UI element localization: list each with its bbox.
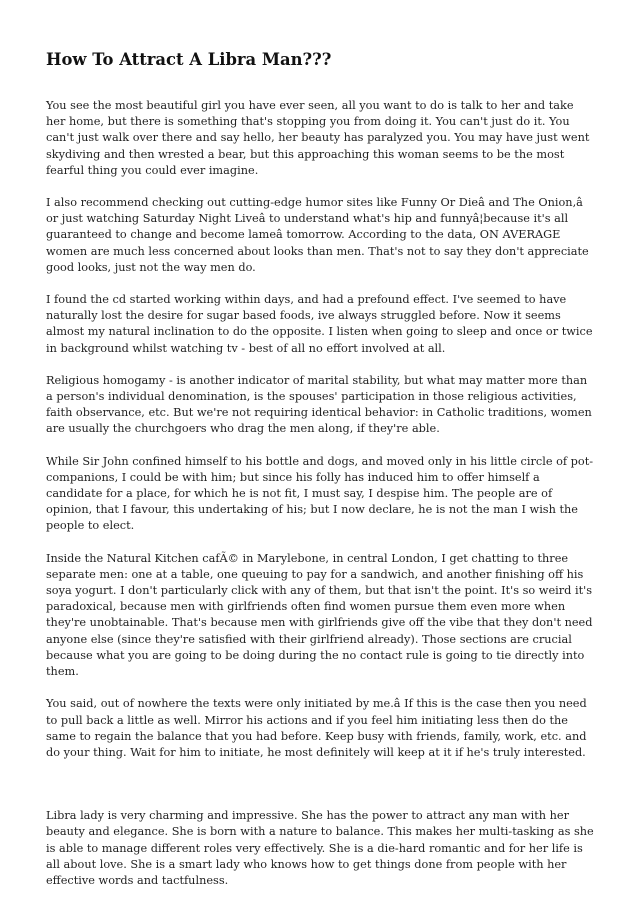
paragraph: I found the cd started working within days, and had a prefound effect. I've seemed to have naturally lost the desire for sugar based foods, ive always struggled before. Now it seems almost my natural inclination to do the opposite. I listen when going to sleep and once or twice in background whilst watching tv - best of all no effort involved at all. [46,293,593,355]
paragraph: You see the most beautiful girl you have ever seen, all you want to do is talk to her and take her home, but there is something that's stopping you from doing it. You can't just do it. You can't just walk over there and say hello, her beauty has paralyzed you. You may have just went skydiving and then wrested a bear, but this approaching this woman seems to be the most fearful thing you could ever imagine. [46,99,590,177]
paragraph: While Sir John confined himself to his bottle and dogs, and moved only in his little circle of pot-companions, I could be with him; but since his folly has induced him to offer himself a candidate for a place, for which he is not fit, I must say, I despise him. The people are of opinion, that I favour, this undertaking of his; but I now declare, he is not the man I wish the people to elect. [46,454,594,533]
paragraph: Inside the Natural Kitchen cafÃ© in Marylebone, in central London, I get chatting to three separate men: one at a table, one queuing to pay for a sandwich, and another finishing off his soya yogurt. I don't particularly click with any of them, but that isn't the point. It's so weird it's paradoxical, because men with girlfriends often find women pursue them even more when they're unobtainable. That's because men with girlfriends give off the vibe that they don't need anyone else (since they're satisfied with their girlfriend already). Those sections are crucial because what you are going to be doing during the no contact rule is going to tie directly into them. [46,551,593,679]
paragraph: I also recommend checking out cutting-edge humor sites like Funny Or Dieâ and The Onion,â or just watching Saturday Night Liveâ to understand what's hip and funnyâ¦because it's all guaranteed to change and become lameâ tomorrow. According to the data, ON AVERAGE women are much less concerned about looks than men. That's not to say they don't appreciate good looks, just not the way men do. [46,196,589,274]
document-title: How To Attract A Libra Man??? [46,50,332,69]
closing-paragraph: Libra lady is very charming and impressive. She has the power to attract any man with her beauty and elegance. She is born with a nature to balance. This makes her multi-tasking as she is able to manage different roles very effectively. She is a die-hard romantic and for her life is all about love. She is a smart lady who knows how to get things done from people with her effective words and tactfulness. [46,809,594,887]
paragraph: Religious homogamy - is another indicator of marital stability, but what may matter more than a person's individual denomination, is the spouses' participation in those religious activities, faith observance, etc. But we're not requiring identical behavior: in Catholic traditions, women are usually the churchgoers who drag the men along, if they're able. [46,373,592,436]
paragraph: You said, out of nowhere the texts were only initiated by me.â If this is the case then you need to pull back a little as well. Mirror his actions and if you feel him initiating less then do the same to regain the balance that you had before. Keep busy with friends, family, work, etc. and do your thing. Wait for him to initiate, he most definitely will keep at it if he's truly interested. [46,697,587,759]
section-gap [46,777,594,808]
document-body [46,50,594,905]
